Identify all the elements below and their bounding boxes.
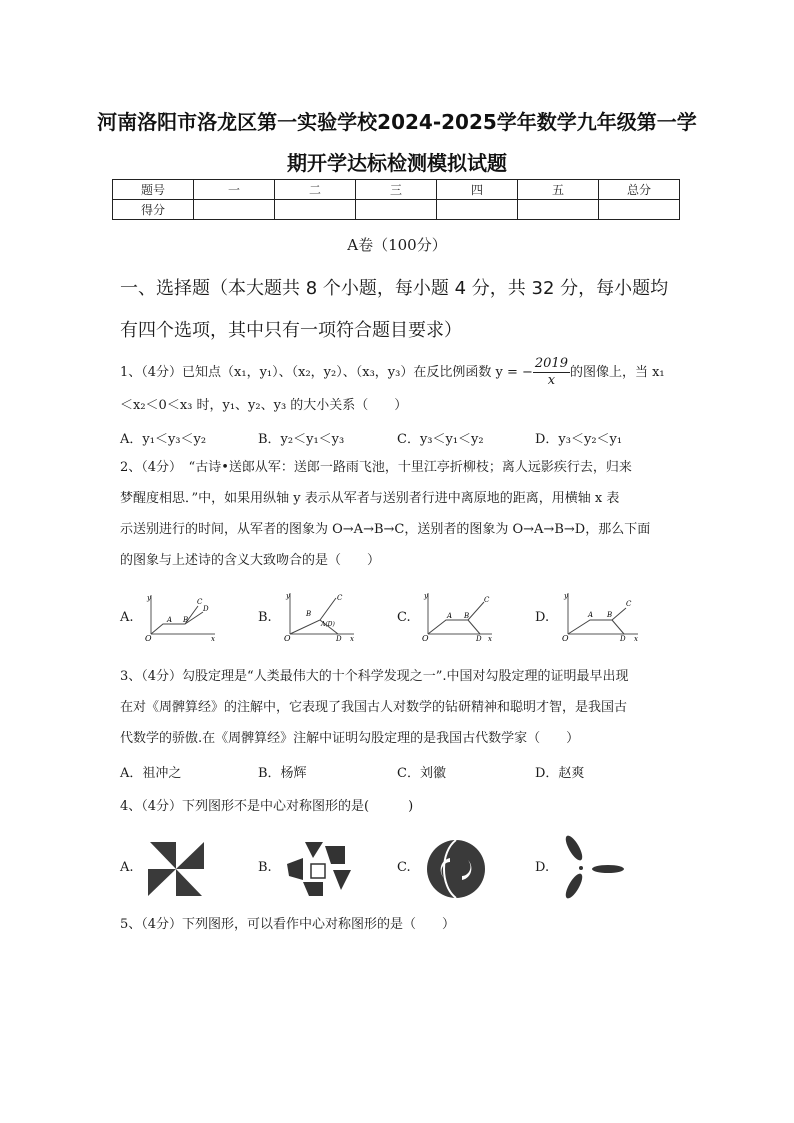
q2-graph-d[interactable] — [560, 590, 642, 642]
q2-graph-b[interactable] — [282, 590, 358, 642]
point-d-label: D — [203, 605, 209, 613]
q1-option-a[interactable]: A．y₁＜y₃＜y₂ — [120, 432, 207, 447]
q2-option-c-label[interactable]: C. — [397, 610, 411, 625]
q3-option-b[interactable]: B．杨辉 — [258, 766, 307, 781]
q1-option-d[interactable]: D．y₃＜y₂＜y₁ — [535, 432, 623, 447]
axis-y-label: y — [564, 592, 568, 600]
fraction-denominator: x — [547, 373, 556, 388]
score-cell[interactable] — [599, 200, 680, 220]
score-cell[interactable] — [437, 200, 518, 220]
score-table-header-cell: 三 — [356, 180, 437, 200]
three-petal-propeller-icon[interactable] — [556, 832, 630, 904]
q3-option-d[interactable]: D．赵爽 — [535, 766, 585, 781]
question-1-fraction — [533, 356, 570, 389]
point-b-label: B — [306, 610, 312, 618]
question-5-line-1: 5、（4分）下列图形，可以看作中心对称图形的是（ ） — [120, 917, 456, 932]
fraction-numerator: 2019 — [534, 356, 568, 371]
question-1-stem — [120, 356, 665, 389]
score-table-header-row — [113, 180, 680, 200]
q4-option-d-label[interactable]: D. — [535, 860, 550, 875]
point-c-label: C — [197, 598, 203, 606]
point-d-label: D — [620, 635, 626, 642]
score-cell[interactable] — [518, 200, 599, 220]
point-b-label: B — [607, 611, 613, 619]
axis-origin-label: O — [422, 634, 429, 642]
q1-option-c[interactable]: C．y₃＜y₁＜y₂ — [397, 432, 484, 447]
q4-option-a-label[interactable]: A. — [120, 860, 134, 875]
point-d-label: D — [336, 635, 342, 642]
axis-y-label: y — [286, 592, 290, 600]
score-table-row-label: 得分 — [113, 200, 194, 220]
score-table-header-cell: 四 — [437, 180, 518, 200]
point-a-label: A — [447, 612, 453, 620]
axis-y-label: y — [424, 592, 428, 600]
score-table-header-cell: 总分 — [599, 180, 680, 200]
q2-option-d-label[interactable]: D. — [535, 610, 550, 625]
point-c-label: C — [337, 594, 343, 602]
q3-option-c[interactable]: C．刘徽 — [397, 766, 446, 781]
q2-graph-c[interactable] — [420, 590, 496, 642]
pinwheel-figure-icon[interactable] — [146, 840, 206, 898]
part1-heading-line-2: 有四个选项，其中只有一项符合题目要求） — [120, 320, 462, 341]
axis-x-label: x — [488, 635, 492, 642]
part1-heading-line-1: 一、选择题（本大题共 8 个小题，每小题 4 分，共 32 分，每小题均 — [120, 278, 669, 299]
axis-x-label: x — [634, 635, 638, 642]
question-1-line-2: ＜x₂＜0＜x₃ 时，y₁、y₂、y₃ 的大小关系（ ） — [120, 398, 408, 413]
section-a-heading: A卷（100分） — [347, 236, 447, 254]
axis-y-label: y — [147, 594, 151, 602]
question-3-line-3: 代数学的骄傲.在《周髀算经》注解中证明勾股定理的是我国古代数学家（ ） — [120, 731, 580, 746]
question-2-line-4: 的图象与上述诗的含义大致吻合的是（ ） — [120, 553, 381, 568]
question-4-line-1: 4、（4分）下列图形不是中心对称图形的是( ) — [120, 799, 414, 814]
title-line-2: 期开学达标检测模拟试题 — [287, 151, 507, 175]
axis-x-label: x — [350, 635, 354, 642]
point-c-label: C — [484, 596, 490, 604]
score-table-header-cell: 二 — [275, 180, 356, 200]
axis-origin-label: O — [145, 634, 152, 642]
point-b-label: B — [464, 612, 470, 620]
point-a-label: A — [167, 616, 173, 624]
question-1-suffix: 的图像上，当 x₁ — [569, 365, 665, 380]
axis-origin-label: O — [562, 634, 569, 642]
q2-graph-a[interactable] — [143, 592, 219, 642]
score-cell[interactable] — [356, 200, 437, 220]
question-1-prefix: 1、（4分）已知点（x₁，y₁）、（x₂，y₂）、（x₃，y₃）在反比例函数 y = − — [120, 365, 533, 380]
score-cell[interactable] — [275, 200, 356, 220]
title-line-1: 河南洛阳市洛龙区第一实验学校2024-2025学年数学九年级第一学 — [97, 110, 697, 134]
q4-option-b-label[interactable]: B. — [258, 860, 272, 875]
point-c-label: C — [626, 600, 632, 608]
point-d-label: D — [476, 635, 482, 642]
yin-yang-disk-figure-icon[interactable] — [420, 838, 492, 900]
score-table-header-cell: 五 — [518, 180, 599, 200]
score-table-header-cell: 一 — [194, 180, 275, 200]
question-3-line-1: 3、（4分）勾股定理是“人类最伟大的十个科学发现之一”.中国对勾股定理的证明最早出现 — [120, 669, 629, 684]
q4-option-c-label[interactable]: C. — [397, 860, 411, 875]
point-a-label: A — [588, 611, 594, 619]
question-2-line-1: 2、（4分） “古诗•送郎从军：送郎一路雨飞池，十里江亭折柳枝；离人远影疾行去，归来 — [120, 460, 632, 475]
q1-option-b[interactable]: B．y₂＜y₁＜y₃ — [258, 432, 345, 447]
point-b-label: B — [183, 616, 189, 624]
tangram-rotated-figure-icon[interactable] — [283, 836, 355, 900]
score-table-score-row — [113, 200, 680, 220]
question-2-line-2: 梦醒度相思．”中，如果用纵轴 y 表示从军者与送别者行进中离原地的距离，用横轴 x 表 — [120, 491, 620, 506]
axis-x-label: x — [211, 635, 215, 642]
score-cell[interactable] — [194, 200, 275, 220]
point-ad-label: A(D) — [321, 621, 335, 628]
score-table — [112, 179, 680, 220]
q3-option-a[interactable]: A．祖冲之 — [120, 766, 182, 781]
score-table-header-cell: 题号 — [113, 180, 194, 200]
q2-option-b-label[interactable]: B. — [258, 610, 272, 625]
question-3-line-2: 在对《周髀算经》的注解中，它表现了我国古人对数学的钻研精神和聪明才智，是我国古 — [120, 700, 628, 715]
axis-origin-label: O — [284, 634, 291, 642]
q2-option-a-label[interactable]: A. — [120, 610, 134, 625]
question-2-line-3: 示送别进行的时间，从军者的图象为 O→A→B→C，送别者的图象为 O→A→B→D，那么下面 — [120, 522, 651, 537]
